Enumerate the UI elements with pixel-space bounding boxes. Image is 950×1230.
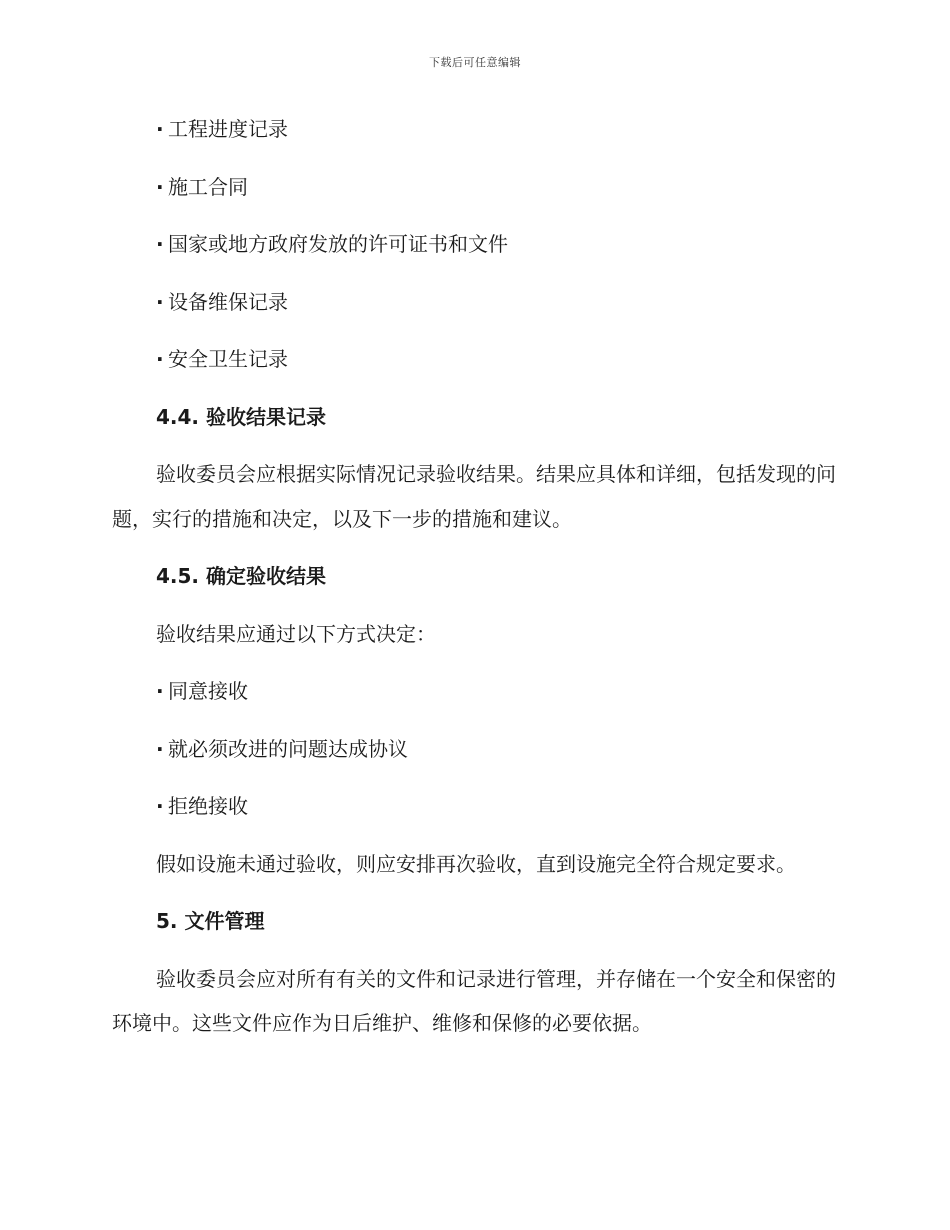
section-heading: 4.4. 验收结果记录 [156,404,326,429]
body-paragraph: 验收结果应通过以下方式决定： [156,621,436,646]
bullet-item [112,788,836,824]
bullet-text: 拒绝接收 [168,794,248,818]
bullet-text: 施工合同 [168,174,248,199]
bullet-dot: · [156,117,164,141]
bullet-text: 就必须改进的问题达成协议 [168,736,408,761]
bullet-item [112,111,836,147]
section-heading: 5. 文件管理 [156,909,265,933]
document-body [112,111,836,1063]
bullet-item [112,284,836,320]
bullet-item [112,731,836,767]
page-header-note: 下载后可任意编辑 [429,56,521,69]
bullet-text: 国家或地方政府发放的许可证书和文件 [168,232,508,256]
bullet-text: 同意接收 [168,679,248,703]
body-paragraph: 假如设施未通过验收，则应安排再次验收，直到设施完全符合规定要求。 [156,851,796,876]
bullet-dot: · [156,232,164,256]
body-paragraph: 验收委员会应对所有有关的文件和记录进行管理，并存储在一个安全和保密的环境中。这些文件应作为日后维护、维修和保修的必要依据。 [112,966,836,1035]
bullet-dot: · [156,794,164,818]
bullet-text: 设备维保记录 [168,289,288,314]
bullet-dot: · [156,289,164,314]
bullet-dot: · [156,679,164,703]
section-heading: 4.5. 确定验收结果 [156,564,326,588]
bullet-dot: · [156,347,164,371]
bullet-text: 安全卫生记录 [168,347,288,371]
bullet-dot: · [156,174,164,199]
bullet-item [112,226,836,262]
body-paragraph: 验收委员会应根据实际情况记录验收结果。结果应具体和详细，包括发现的问题，实行的措施和决定，以及下一步的措施和建议。 [112,462,836,531]
bullet-item [112,341,836,377]
bullet-item [112,673,836,709]
bullet-dot: · [156,736,164,761]
bullet-text: 工程进度记录 [168,117,288,141]
bullet-item [112,169,836,205]
